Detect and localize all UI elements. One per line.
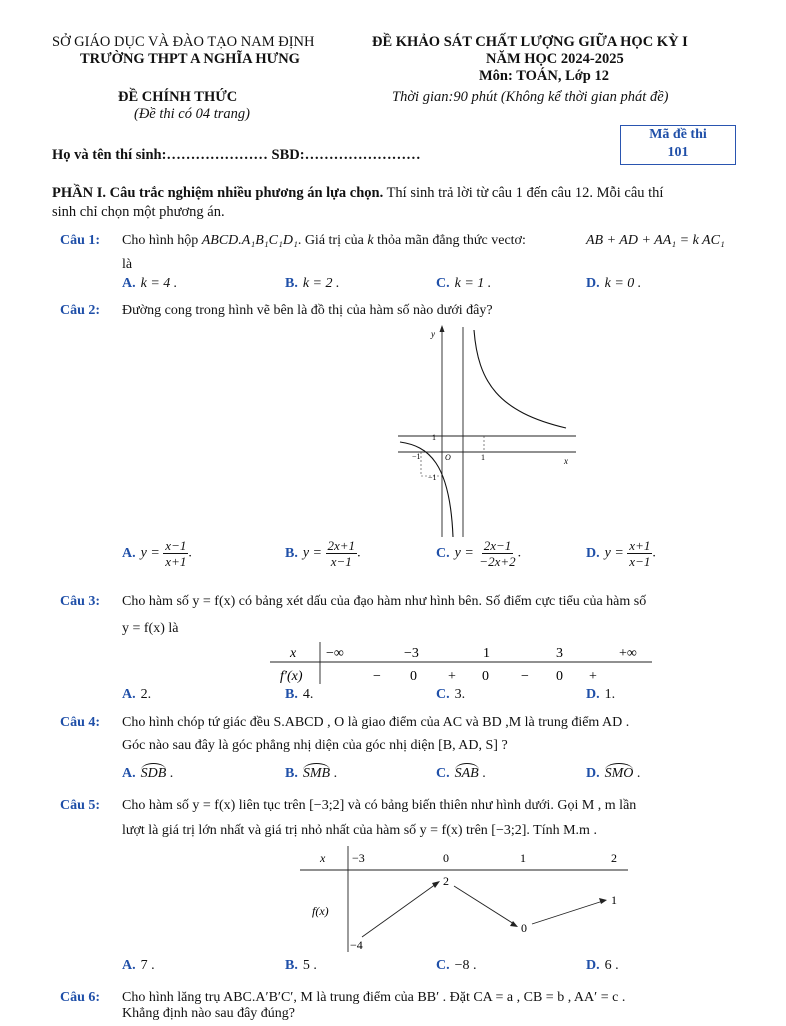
svg-text:f(x): f(x) (312, 904, 329, 918)
q2-option-b[interactable]: B. y = $\frac{2x+1}{x-1}$ . (285, 538, 361, 569)
q2-number: Câu 2: (60, 303, 101, 318)
q4-option-d[interactable]: D. SMO . (586, 766, 641, 781)
q5-text2: lượt là giá trị lớn nhất và giá trị nhỏ nhất của hàm số y = f(x) trên [−3;2]. Tính M.m . (122, 823, 597, 838)
svg-text:x: x (290, 646, 297, 661)
exam-code: 101 (667, 145, 689, 160)
q1-number: Câu 1: (60, 233, 101, 248)
official-label: ĐỀ CHÍNH THỨC (118, 89, 238, 105)
q3-text2: y = f(x) là (122, 621, 179, 636)
q1-option-b[interactable]: B. k = 2 . (285, 276, 340, 291)
q3-option-b[interactable]: B. 4. (285, 687, 314, 702)
svg-text:x: x (320, 851, 326, 865)
y-label: y (431, 329, 435, 339)
label-one-y: 1 (432, 433, 436, 442)
q2-option-a[interactable]: A. y = $\frac{x-1}{x+1}$ . (122, 538, 192, 569)
svg-text:0: 0 (521, 921, 527, 935)
exam-code-box (620, 125, 736, 165)
subject: Môn: TOÁN, Lớp 12 (479, 68, 609, 84)
part1-desc2: sinh chỉ chọn một phương án. (52, 204, 225, 220)
y-axis-arrow (440, 325, 445, 332)
q4-text: Cho hình chóp tứ giác đều S.ABCD , O là giao điểm của AC và BD ,M là trung điểm AD . (122, 715, 630, 730)
svg-text:−3: −3 (352, 851, 365, 865)
q4-option-c[interactable]: C. SAB . (436, 766, 486, 781)
q5-number: Câu 5: (60, 798, 101, 813)
q4-text2: Góc nào sau đây là góc phẳng nhị diện của góc nhị diện [B, AD, S] ? (122, 738, 508, 753)
q3-sign-table (270, 640, 656, 688)
q6-number: Câu 6: (60, 990, 101, 1005)
exam-title: ĐỀ KHẢO SÁT CHẤT LƯỢNG GIỮA HỌC KỲ I (372, 34, 688, 50)
part1-desc: Thí sinh trả lời từ câu 1 đến câu 12. Mỗi câu thí (383, 185, 664, 201)
svg-text:0: 0 (410, 669, 417, 684)
label-one-x: 1 (481, 453, 485, 462)
q6-text2: Khẳng định nào sau đây đúng? (122, 1006, 296, 1021)
q1-option-a[interactable]: A. k = 4 . (122, 276, 178, 291)
q1-solid: ABCD.A₁B₁C₁D₁ (201, 233, 298, 248)
q1-formula: AB + AD + AA₁ = k AC₁ (586, 233, 725, 248)
svg-text:−3: −3 (404, 646, 419, 661)
svg-text:3: 3 (556, 646, 563, 661)
q1-la: là (122, 257, 133, 272)
q5-option-c[interactable]: C. −8 . (436, 958, 477, 973)
q5-text: Cho hàm số y = f(x) liên tục trên [−3;2] và có bảng biến thiên như hình dưới. Gọi M , m lần (122, 798, 637, 813)
svg-text:1: 1 (611, 893, 617, 907)
svg-text:0: 0 (556, 669, 563, 684)
q5-option-b[interactable]: B. 5 . (285, 958, 317, 973)
svg-text:+: + (448, 669, 456, 684)
q2-option-c[interactable]: C. y = $\frac{2x-1}{-2x+2}$ . (436, 538, 522, 569)
part1-title: PHẦN I. Câu trắc nghiệm nhiều phương án lựa chọn. (52, 185, 384, 201)
q5-variation-table (300, 844, 630, 954)
x-label: x (564, 456, 568, 466)
svg-text:0: 0 (443, 851, 449, 865)
exam-time: Thời gian:90 phút (Không kể thời gian phát đề) (392, 89, 669, 105)
q2-text: Đường cong trong hình vẽ bên là đồ thị của hàm số nào dưới đây? (122, 303, 493, 318)
q3-option-c[interactable]: C. 3. (436, 687, 466, 702)
q1-option-d[interactable]: D. k = 0 . (586, 276, 642, 291)
school-year: NĂM HỌC 2024-2025 (486, 51, 624, 67)
q4-number: Câu 4: (60, 715, 101, 730)
q3-number: Câu 3: (60, 594, 101, 609)
svg-text:+∞: +∞ (619, 646, 637, 661)
school-name: TRƯỜNG THPT A NGHĨA HƯNG (80, 51, 300, 67)
svg-text:1: 1 (520, 851, 526, 865)
q6-text: Cho hình lăng trụ ABC.A′B′C′, M là trung điểm của BB′ . Đặt CA = a , CB = b , AA′ = c . (122, 990, 626, 1005)
q1-option-c[interactable]: C. k = 1 . (436, 276, 492, 291)
q4-option-a[interactable]: A. SDB . (122, 766, 174, 781)
label-origin: O (445, 453, 451, 462)
label-minus-one-x: −1 (412, 452, 421, 461)
q5-option-a[interactable]: A. 7 . (122, 958, 155, 973)
svg-text:2: 2 (611, 851, 617, 865)
svg-text:−∞: −∞ (326, 646, 344, 661)
q3-option-d[interactable]: D. 1. (586, 687, 616, 702)
svg-text:2: 2 (443, 874, 449, 888)
q3-option-a[interactable]: A. 2. (122, 687, 152, 702)
q3-text: Cho hàm số y = f(x) có bảng xét dấu của đạo hàm như hình bên. Số điểm cực tiểu của hàm số (122, 594, 647, 609)
q1-text: Cho hình hộp ABCD.A₁B₁C₁D₁. Giá trị của k thỏa mãn đẳng thức vectơ: (122, 233, 526, 248)
q2-graph (388, 322, 588, 540)
svg-text:+: + (589, 669, 597, 684)
page-count: (Đề thi có 04 trang) (134, 106, 250, 122)
svg-text:−4: −4 (350, 938, 363, 952)
exam-code-label: Mã đề thi (649, 127, 707, 142)
svg-text:0: 0 (482, 669, 489, 684)
svg-text:−: − (373, 669, 381, 684)
svg-text:−: − (521, 669, 529, 684)
department-name: SỞ GIÁO DỤC VÀ ĐÀO TẠO NAM ĐỊNH (52, 34, 315, 50)
student-info-line: Họ và tên thí sinh:………………… SBD:…………………… (52, 147, 421, 163)
label-minus-one-y: −1 (428, 473, 437, 482)
q5-option-d[interactable]: D. 6 . (586, 958, 619, 973)
part1-intro (52, 185, 663, 202)
right-branch (474, 330, 566, 428)
svg-text:1: 1 (483, 646, 490, 661)
q4-option-b[interactable]: B. SMB . (285, 766, 338, 781)
q2-option-d[interactable]: D. y = $\frac{x+1}{x-1}$ . (586, 538, 656, 569)
svg-text:f′(x): f′(x) (280, 669, 303, 684)
